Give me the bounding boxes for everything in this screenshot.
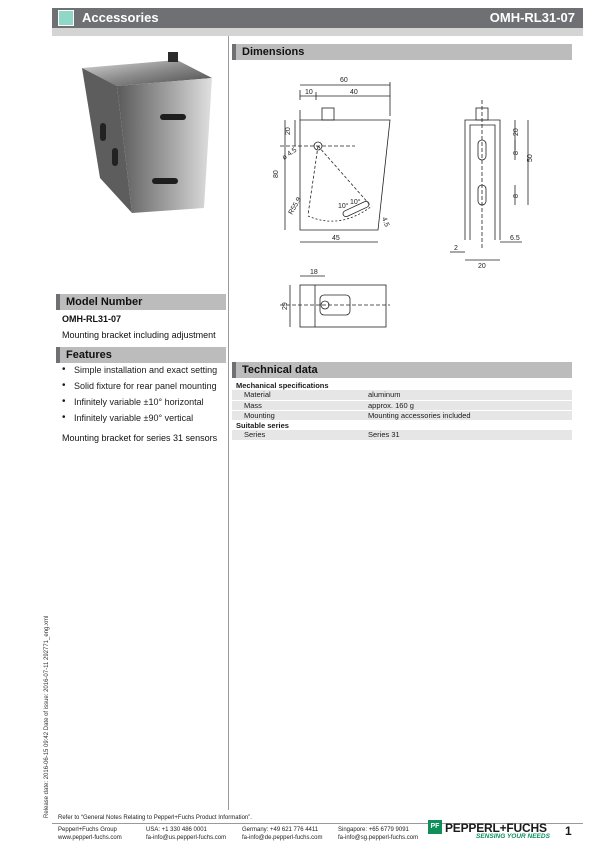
footer-usa-mail[interactable]: fa-info@us.pepperl-fuchs.com: [146, 835, 227, 841]
tech-label: Mass: [232, 400, 364, 410]
dim-label: R55.9: [287, 196, 304, 216]
tech-label: Mounting: [232, 410, 364, 420]
footer-sg-mail[interactable]: fa-info@sg.pepperl-fuchs.com: [338, 835, 419, 841]
table-row: [232, 410, 572, 420]
dim-label: 20: [478, 263, 486, 270]
column-divider: [228, 36, 229, 810]
dim-label: 29: [282, 302, 289, 310]
feature-item: • Solid fixture for rear panel mounting: [62, 380, 217, 396]
dim-label: 4.5: [380, 216, 391, 228]
dim-label: 10: [305, 89, 313, 96]
model-description: Mounting bracket including adjustment: [62, 330, 216, 340]
features-heading: Features: [56, 347, 226, 363]
page-header: [52, 8, 583, 28]
footer-web-link[interactable]: www.pepperl-fuchs.com: [58, 835, 122, 841]
table-row: [232, 390, 572, 400]
brand-logo-icon: PF: [428, 820, 442, 834]
tech-value: Mounting accessories included: [364, 410, 572, 420]
front-view: [280, 82, 390, 242]
dim-label: 10°: [338, 203, 349, 210]
feature-item: • Infinitely variable ±10° horizontal: [62, 396, 217, 412]
header-subbar: [52, 28, 583, 36]
footer-sg-phone: Singapore: +65 6779 9091: [338, 827, 409, 833]
dim-label: ø 4.5: [281, 146, 299, 162]
dim-label: 60: [340, 77, 348, 84]
footer-refer: Refer to “General Notes Relating to Pepperl+Fuchs Product Information”.: [58, 815, 252, 821]
footer-de-mail[interactable]: fa-info@de.pepperl-fuchs.com: [242, 835, 323, 841]
tech-value: approx. 160 g: [364, 400, 572, 410]
tech-label: Series: [232, 430, 364, 440]
dim-label: 45: [332, 235, 340, 242]
dim-label: 20: [513, 128, 520, 136]
model-title: OMH-RL31-07: [489, 10, 575, 25]
features-note: Mounting bracket for series 31 sensors: [62, 433, 218, 443]
table-row: [232, 430, 572, 440]
dim-label: 40: [350, 89, 358, 96]
brand-name: PEPPERL+FUCHS: [445, 821, 547, 835]
dim-label: 2: [454, 245, 458, 252]
footer-usa-phone: USA: +1 330 486 0001: [146, 827, 207, 833]
model-name: OMH-RL31-07: [62, 314, 122, 324]
model-number-heading: Model Number: [56, 294, 226, 310]
tech-value: Series 31: [364, 430, 572, 440]
brand-tagline: SENSING YOUR NEEDS: [476, 833, 550, 840]
tech-value: aluminum: [364, 390, 572, 400]
footer-de-phone: Germany: +49 621 776 4411: [242, 827, 319, 833]
page-number: 1: [565, 824, 572, 838]
dim-label: 80: [273, 170, 280, 178]
section-title: Accessories: [82, 10, 159, 25]
dim-label: 18: [310, 269, 318, 276]
dim-label: 10°: [350, 199, 361, 206]
dim-label: 20: [285, 127, 292, 135]
technical-heading: Technical data: [232, 362, 572, 378]
tech-group-series: Suitable series: [232, 420, 572, 430]
dimension-drawing: [260, 70, 580, 340]
release-info: Release date: 2016-06-15 09:42 Date of issue: 2016-07-11 292771_eng.xml: [44, 615, 50, 818]
table-row: [232, 400, 572, 410]
features-list: [62, 364, 217, 428]
top-view: [280, 276, 390, 327]
product-photo: [72, 48, 222, 218]
footer-group: Pepperl+Fuchs Group: [58, 827, 117, 833]
feature-item: • Infinitely variable ±90° vertical: [62, 412, 217, 428]
accessories-icon: [58, 10, 74, 26]
dim-label: 6.5: [510, 235, 520, 242]
dim-label: 50: [527, 154, 534, 162]
feature-item: • Simple installation and exact setting: [62, 364, 217, 380]
dimensions-heading: Dimensions: [232, 44, 572, 60]
technical-table: [232, 380, 572, 441]
dim-label: 8: [513, 151, 520, 155]
tech-label: Material: [232, 390, 364, 400]
dim-label: 8: [513, 194, 520, 198]
tech-group-mechanical: Mechanical specifications: [232, 380, 572, 390]
